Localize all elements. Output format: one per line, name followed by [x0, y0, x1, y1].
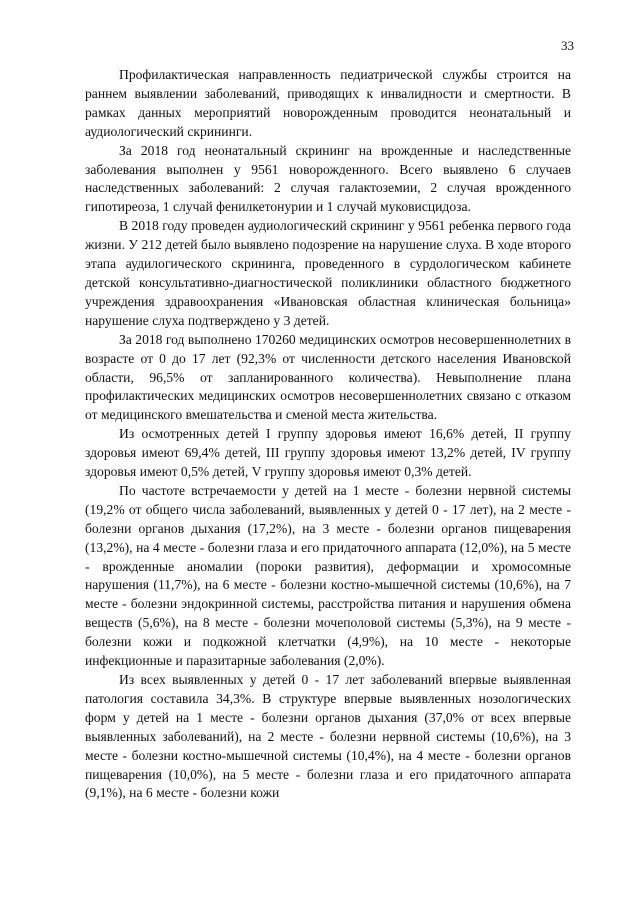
document-body	[85, 66, 571, 803]
paragraph-neonatal-screening: За 2018 год неонатальный скрининг на врожденные и наследственные заболевания выполнен у 9561 новорожденного. Всего выявлено 6 случаев наследственных заболеваний: 2 случая галактоземии, 2 случая врожденного гипотиреоза, 1 случай фенилкетонурии и 1 случай муковисцидоза.	[85, 142, 571, 215]
paragraph-new-diagnoses: Из всех выявленных у детей 0 - 17 лет заболеваний впервые выявленная патология составила 34,3%. В структуре впервые выявленных нозологических форм у детей на 1 месте - болезни органов дыхания (37,0% от всех впервые выявленных заболеваний), на 2 месте - болезни нервной системы (10,6%), на 3 месте - болезни костно-мышечной системы (10,4%), на 4 месте - болезни органов пищеварения (10,0%), на 5 месте - болезни глаза и его придаточного аппарата (9,1%), на 6 месте - болезни кожи	[85, 672, 571, 801]
paragraph-medical-examinations: За 2018 год выполнено 170260 медицинских осмотров несовершеннолетних в возрасте от 0 до 17 лет (92,3% от численности детского населения Ивановской области, 96,5% от запланированного количества). Невыполнение плана профилактических медицинских осмотров несовершеннолетних связано с отказом от медицинского вмешательства и сменой места жительства.	[85, 331, 571, 423]
paragraph-disease-ranking: По частоте встречаемости у детей на 1 месте - болезни нервной системы (19,2% от общего числа заболеваний, выявленных у детей 0 - 17 лет), на 2 месте - болезни органов дыхания (17,2%), на 3 месте - болезни органов пищеварения (13,2%), на 4 месте - болезни глаза и его придаточного аппарата (12,0%), на 5 месте - врожденные аномалии (пороки развития), деформации и хромосомные нарушения (11,7%), на 6 месте - болезни костно-мышечной системы (10,6%), на 7 месте - болезни эндокринной системы, расстройства питания и нарушения обмена веществ (5,6%), на 8 месте - болезни мочеполовой системы (5,3%), на 9 месте - болезни кожи и подкожной клетчатки (4,9%), на 10 месте - некоторые инфекционные и паразитарные заболевания (2,0%).	[85, 482, 571, 669]
paragraph-health-groups: Из осмотренных детей I группу здоровья имеют 16,6% детей, II группу здоровья имеют 69,4% детей, III группу здоровья имеют 13,2% детей, IV группу здоровья имеют 0,5% детей, V группу здоровья имеют 0,3% детей.	[85, 426, 571, 480]
page-number: 33	[561, 38, 574, 53]
paragraph-audiological-screening: В 2018 году проведен аудиологический скрининг у 9561 ребенка первого года жизни. У 212 детей было выявлено подозрение на нарушение слуха. В ходе второго этапа аудилогического скрининга, проведенного в сурдологическом кабинете детской консультативно-диагностической поликлиники областного бюджетного учреждения здравоохранения «Ивановская областная клиническая больница» нарушение слуха подтверждено у 3 детей.	[85, 218, 571, 328]
paragraph-screening-intro: Профилактическая направленность педиатрической службы строится на раннем выявлении заболеваний, приводящих к инвалидности и смертности. В рамках данных мероприятий новорожденным проводится неонатальный и аудиологический скрининги.	[85, 67, 571, 139]
